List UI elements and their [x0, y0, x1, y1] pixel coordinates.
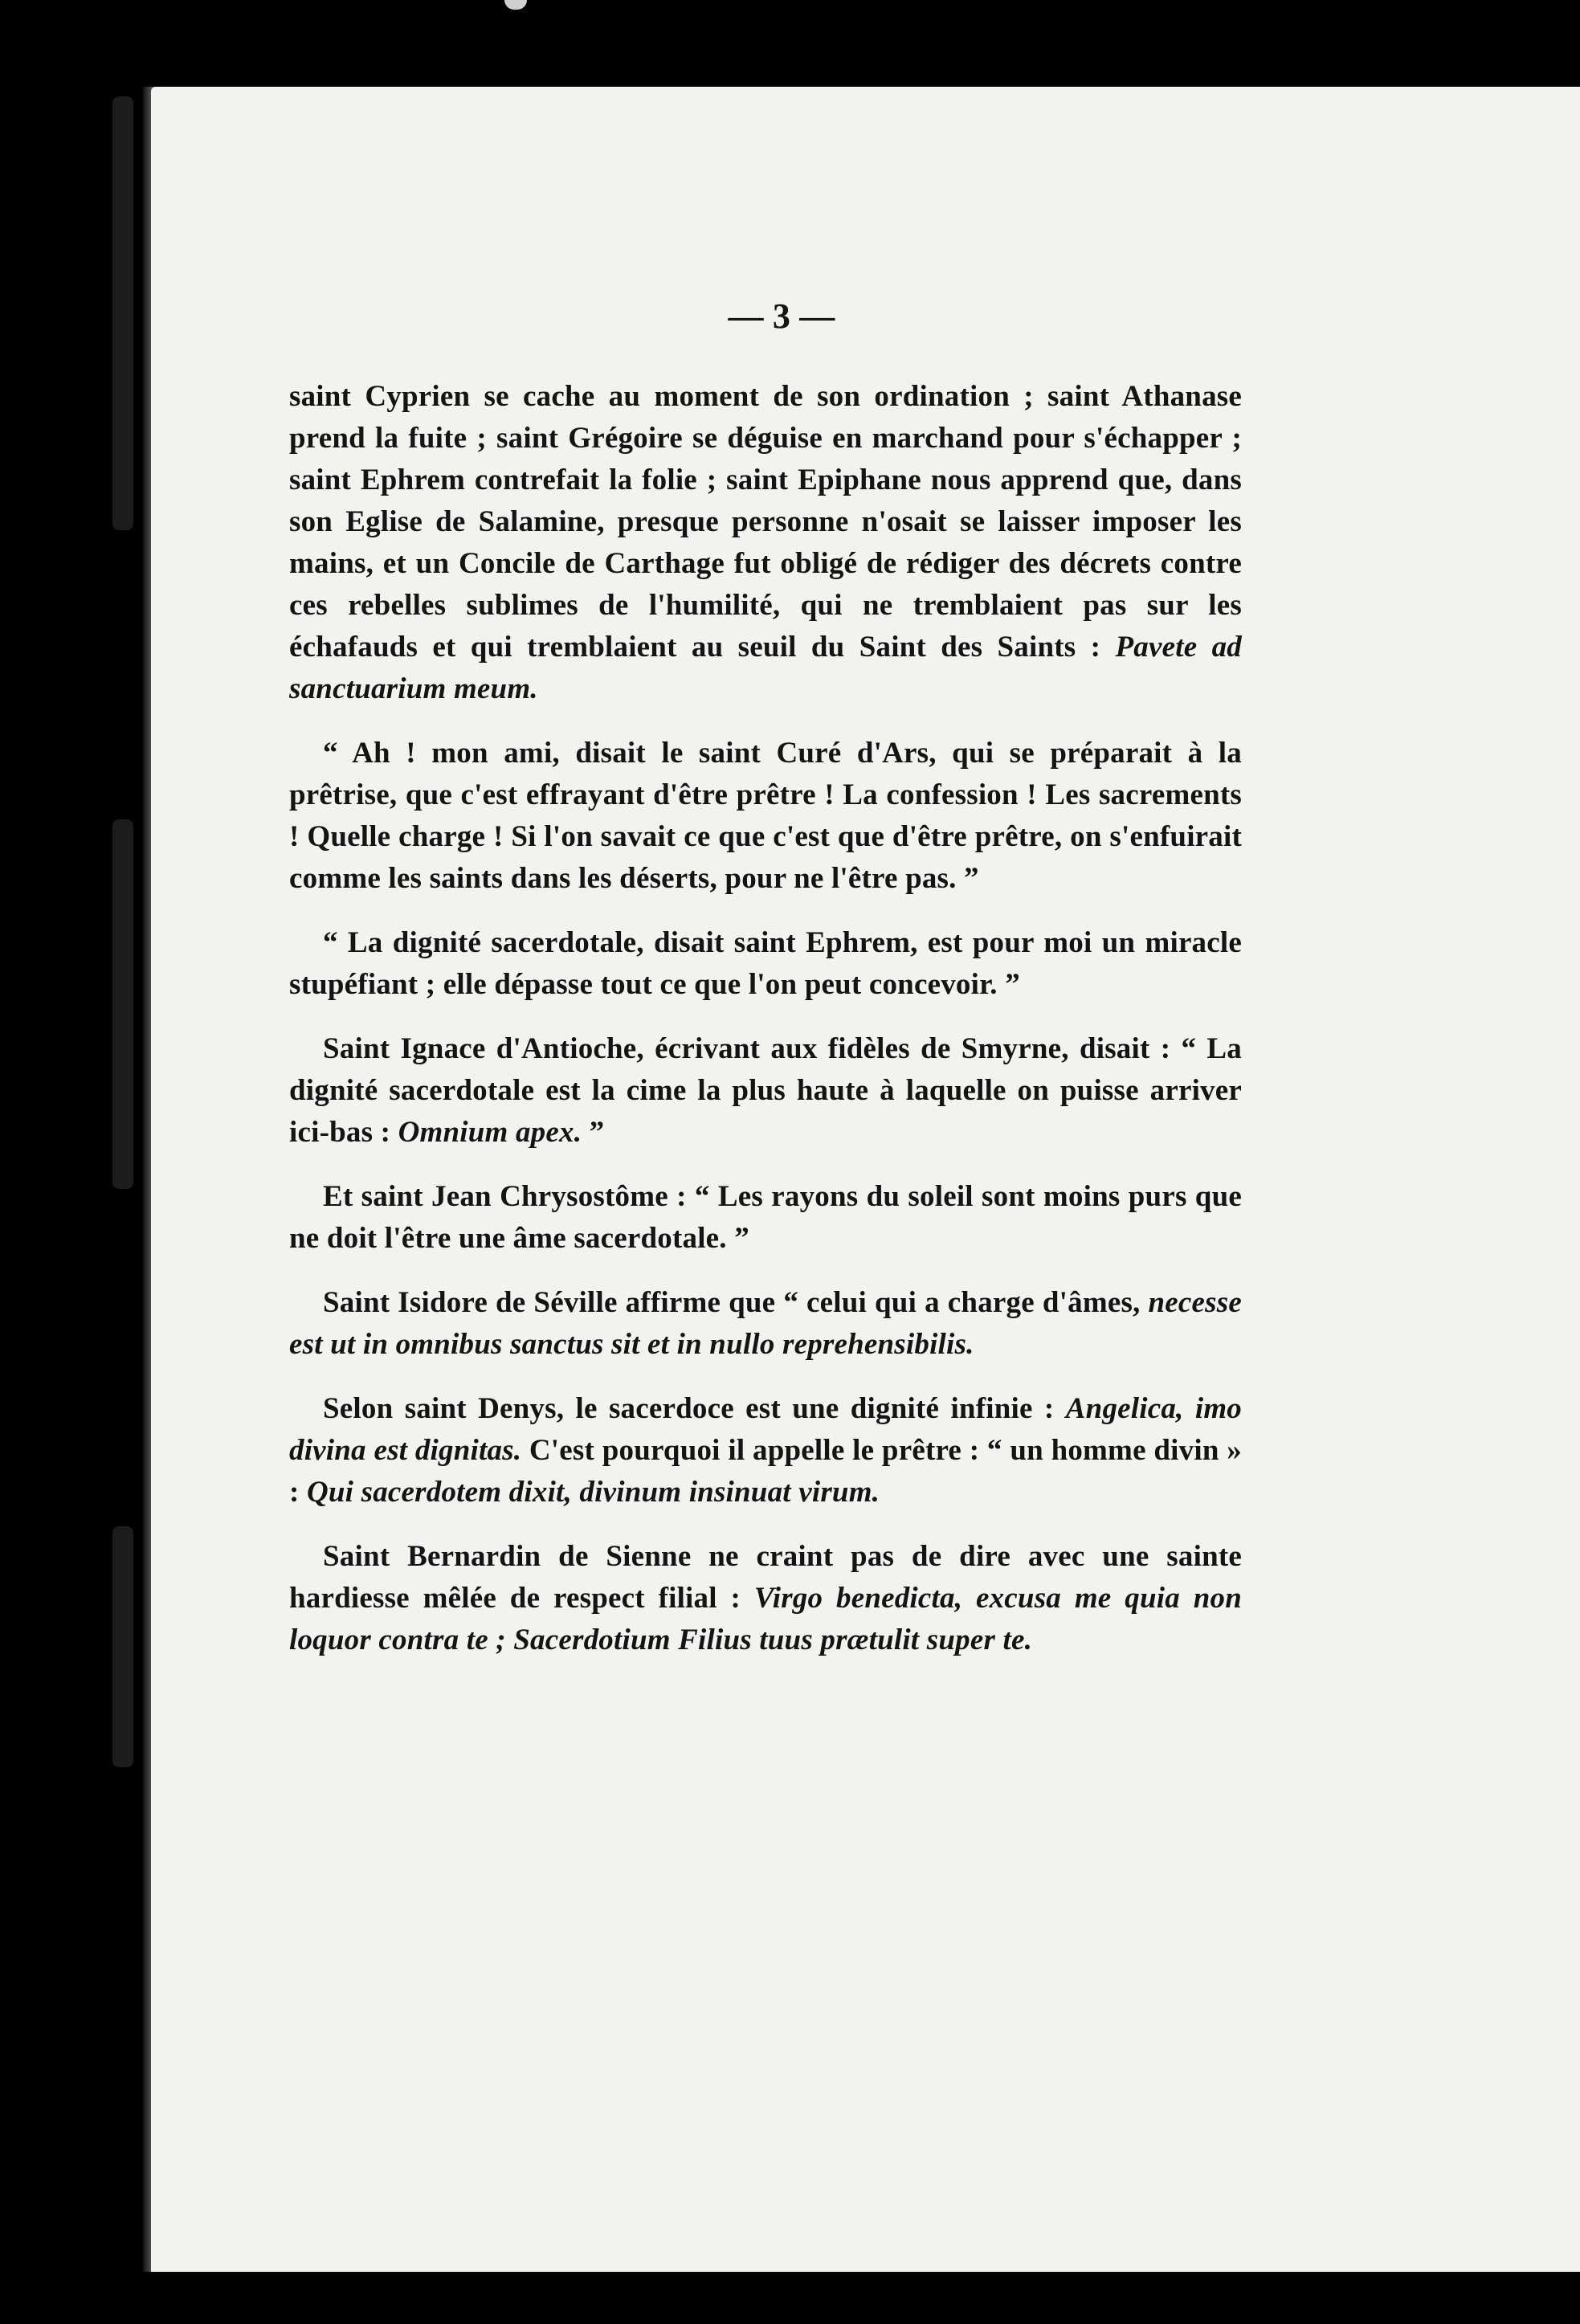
- paragraph-6-text: Saint Isidore de Séville affirme que “ celui qui a charge d'âmes,: [323, 1286, 1149, 1319]
- paragraph-3: [289, 922, 1242, 1006]
- paragraph-6: [289, 1282, 1242, 1366]
- paragraph-4-after: ”: [582, 1116, 605, 1149]
- paragraph-4-text: Saint Ignace d'Antioche, écrivant aux fidèles de Smyrne, disait : “ La dignité sacerdotale est la cime la plus haute à laquelle on puisse arriver ici-bas :: [289, 1032, 1242, 1149]
- paragraph-8-text: Saint Bernardin de Sienne ne craint pas de dire avec une sainte hardiesse mêlée de respect filial :: [289, 1540, 1242, 1615]
- paragraph-5: [289, 1176, 1242, 1260]
- binding-mark-top: [112, 96, 133, 530]
- paragraph-1: [289, 376, 1242, 710]
- paragraph-1-latin: Pavete ad sanctuarium meum.: [289, 631, 1242, 705]
- paragraph-2: [289, 733, 1242, 900]
- paragraph-8: [289, 1536, 1242, 1661]
- paragraph-7: [289, 1388, 1242, 1513]
- paragraph-4-latin: Omnium apex.: [398, 1116, 582, 1149]
- binding-mark-bottom: [112, 1526, 133, 1767]
- paragraph-2-text: “ Ah ! mon ami, disait le saint Curé d'Ars, qui se préparait à la prêtrise, que c'est effrayant d'être prêtre ! La confession ! Les sacrements ! Quelle charge ! Si l'on savait ce que c'est que d'être prêtre, on s'enfuirait comme les saints dans les déserts, pour ne l'être pas. ”: [289, 737, 1242, 895]
- paragraph-7-text: Selon saint Denys, le sacerdoce est une dignité infinie :: [323, 1392, 1066, 1425]
- paragraph-8-latin: Virgo benedicta, excusa me quia non loquor contra te ; Sacerdotium Filius tuus prætulit super te.: [289, 1582, 1242, 1656]
- scan-notch: [504, 0, 527, 10]
- paragraph-7-latin-2: Qui sacerdotem dixit, divinum insinuat virum.: [306, 1476, 880, 1509]
- paragraph-7-latin: Angelica, imo divina est dignitas.: [289, 1392, 1243, 1467]
- page-number: — 3 —: [728, 296, 835, 336]
- paragraph-4: [289, 1028, 1242, 1154]
- page-content: [289, 296, 1242, 1684]
- paragraph-3-text: “ La dignité sacerdotale, disait saint Ephrem, est pour moi un miracle stupéfiant ; elle dépasse tout ce que l'on peut concevoir. ”: [289, 926, 1242, 1001]
- binding-mark-middle: [112, 819, 133, 1189]
- paragraph-7-after: C'est pourquoi il appelle le prêtre : “ un homme divin » :: [289, 1434, 1242, 1509]
- paragraph-1-text: saint Cyprien se cache au moment de son ordination ; saint Athanase prend la fuite ; saint Grégoire se déguise en marchand pour s'échapper ; saint Ephrem contrefait la folie ; saint Epiphane nous apprend que, dans son Eglise de Salamine, presque personne n'osait se laisser imposer les mains, et un Concile de Carthage fut obligé de rédiger des décrets contre ces rebelles sublimes de l'humilité, qui ne tremblaient pas sur les échafauds et qui tremblaient au seuil du Saint des Saints :: [289, 380, 1242, 664]
- paragraph-6-latin: necesse est ut in omnibus sanctus sit et in nullo reprehensibilis.: [289, 1286, 1242, 1361]
- paragraph-5-text: Et saint Jean Chrysostôme : “ Les rayons du soleil sont moins purs que ne doit l'être une âme sacerdotale. ”: [289, 1180, 1242, 1255]
